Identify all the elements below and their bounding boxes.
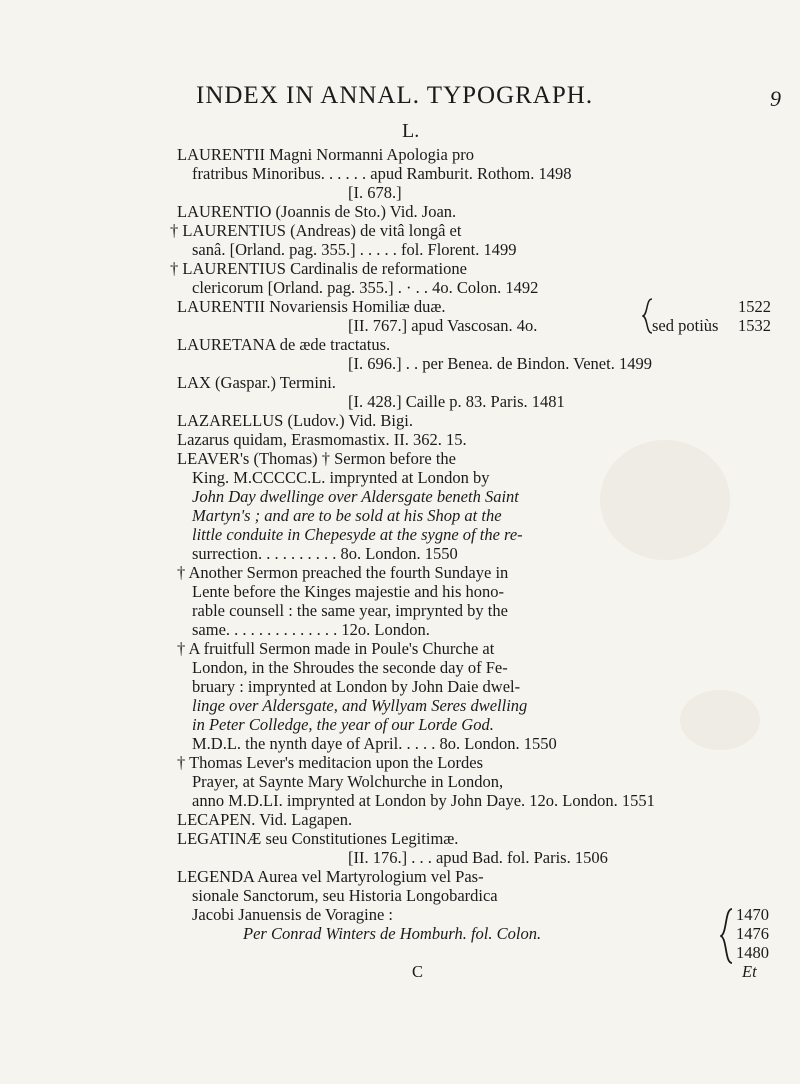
entry-line: M.D.L. the nynth daye of April. . . . . 8o. London. 1550 [192, 734, 557, 753]
entry-line: bruary : imprynted at London by John Daie dwel- [192, 677, 521, 696]
entry-line: [I. 428.] Caille p. 83. Paris. 1481 [348, 392, 565, 411]
entry-line: little conduite in Chepesyde at the sygne of the re- [192, 525, 523, 544]
entry-line: rable counsell : the same year, imprynted by the [192, 601, 508, 620]
entry-line: † LAURENTIUS (Andreas) de vitâ longâ et [170, 221, 462, 240]
entry-line: [II. 767.] apud Vascosan. 4o. [348, 316, 538, 335]
entry-line: LAURENTIO (Joannis de Sto.) Vid. Joan. [177, 202, 457, 221]
running-header: INDEX IN ANNAL. TYPOGRAPH. [196, 82, 594, 109]
entry-line: Lazarus quidam, Erasmomastix. II. 362. 15. [177, 430, 467, 449]
entry-line: sed potiùs [652, 316, 719, 335]
section-letter: L. [402, 120, 420, 142]
entry-line: LECAPEN. Vid. Lagapen. [177, 810, 353, 829]
brace-icon [642, 298, 654, 334]
entry-line: LEGATINÆ seu Constitutiones Legitimæ. [177, 829, 459, 848]
entry-line: clericorum [Orland. pag. 355.] . · . . 4o. Colon. 1492 [192, 278, 539, 297]
year: 1476 [736, 924, 769, 943]
entry-line: surrection. . . . . . . . . . 8o. London. 1550 [192, 544, 458, 563]
entry-line: Lente before the Kinges majestie and his hono- [192, 582, 505, 601]
signature-mark: C [412, 962, 424, 981]
catchword: Et [742, 962, 757, 981]
year: 1470 [736, 905, 769, 924]
entry-line: [II. 176.] . . . apud Bad. fol. Paris. 1506 [348, 848, 608, 867]
entry-line: London, in the Shroudes the seconde day of Fe- [192, 658, 508, 677]
entry-line: LAURENTII Magni Normanni Apologia pro [177, 145, 474, 164]
entry-line: † LAURENTIUS Cardinalis de reformatione [170, 259, 467, 278]
page-number: 9 [770, 86, 781, 111]
entry-line: LAURENTII Novariensis Homiliæ duæ. [177, 297, 446, 316]
entry-line: anno M.D.LI. imprynted at London by John Daye. 12o. London. 1551 [192, 791, 655, 810]
entry-line: LAZARELLUS (Ludov.) Vid. Bigi. [177, 411, 413, 430]
entry-line: King. M.CCCCC.L. imprynted at London by [192, 468, 490, 487]
entry-line: Jacobi Januensis de Voragine : [192, 905, 394, 924]
entry-line: [I. 696.] . . per Benea. de Bindon. Venet. 1499 [348, 354, 652, 373]
entry-line: LEAVER's (Thomas) † Sermon before the [177, 449, 456, 468]
entry-line: same. . . . . . . . . . . . . . 12o. London. [192, 620, 430, 639]
entry-line: † Another Sermon preached the fourth Sundaye in [177, 563, 509, 582]
year: 1522 [738, 297, 771, 316]
entry-line: LAURETANA de æde tractatus. [177, 335, 391, 354]
entry-line: [I. 678.] [348, 183, 402, 202]
paper-stain [600, 440, 730, 560]
entry-line: † A fruitfull Sermon made in Poule's Churche at [177, 639, 495, 658]
entry-line: LEGENDA Aurea vel Martyrologium vel Pas- [177, 867, 484, 886]
entry-line: John Day dwellinge over Aldersgate beneth Saint [192, 487, 519, 506]
entry-line: fratribus Minoribus. . . . . . apud Ramburit. Rothom. 1498 [192, 164, 572, 183]
entry-line: sionale Sanctorum, seu Historia Longobardica [192, 886, 498, 905]
year: 1480 [736, 943, 769, 962]
entry-line: Per Conrad Winters de Homburh. fol. Colon. [243, 924, 542, 943]
entry-line: in Peter Colledge, the year of our Lorde God. [192, 715, 494, 734]
year: 1532 [738, 316, 771, 335]
paper-stain [680, 690, 760, 750]
entry-line: Prayer, at Saynte Mary Wolchurche in London, [192, 772, 504, 791]
entry-line: † Thomas Lever's meditacion upon the Lordes [177, 753, 484, 772]
entry-line: sanâ. [Orland. pag. 355.] . . . . . fol. Florent. 1499 [192, 240, 517, 259]
entry-line: linge over Aldersgate, and Wyllyam Seres dwelling [192, 696, 528, 715]
entry-line: LAX (Gaspar.) Termini. [177, 373, 336, 392]
entry-line: Martyn's ; and are to be sold at his Shop at the [192, 506, 502, 525]
brace-icon [720, 908, 734, 964]
